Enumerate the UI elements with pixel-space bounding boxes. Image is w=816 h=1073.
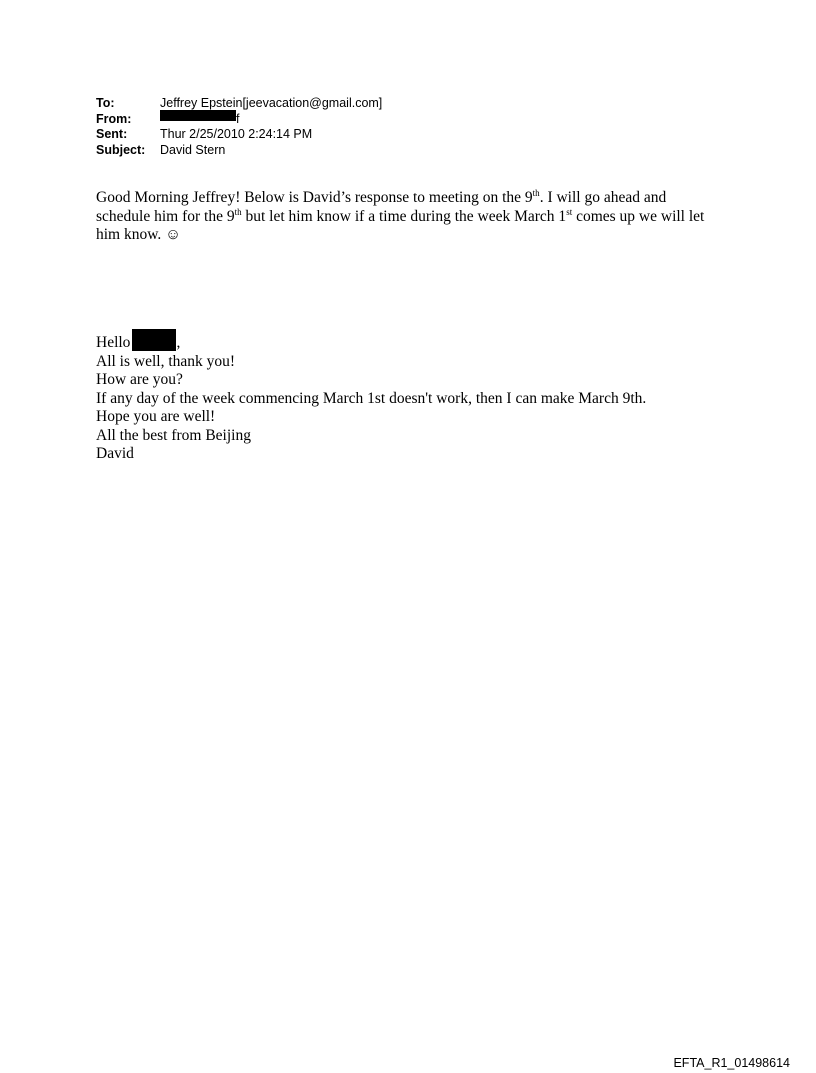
intro-line-1-b: . I will go ahead and bbox=[539, 189, 667, 206]
email-header bbox=[96, 96, 382, 158]
intro-line-2-c: comes up we will let bbox=[572, 207, 705, 225]
reply-line: How are you? bbox=[96, 371, 183, 388]
reply-hello-tail: , bbox=[176, 334, 181, 351]
from-redaction bbox=[160, 110, 236, 121]
intro-line-2-sup-2: st bbox=[566, 206, 573, 217]
to-value: Jeffrey Epstein[jeevacation@gmail.com] bbox=[160, 96, 383, 110]
greeting-redaction bbox=[132, 329, 176, 351]
reply-line: All the best from Beijing bbox=[96, 426, 251, 444]
intro-line-1 bbox=[96, 189, 704, 208]
intro-line-1-a: Good Morning Jeffrey! Below is David’s response to meeting on the 9 bbox=[96, 189, 533, 206]
reply-signature: David bbox=[96, 445, 134, 462]
document-id: EFTA_R1_01498614 bbox=[673, 1056, 790, 1070]
intro-line-2-a: schedule him for the 9 bbox=[96, 207, 235, 225]
quoted-reply bbox=[96, 329, 646, 464]
from-tail: f bbox=[236, 111, 240, 126]
subject-value: David Stern bbox=[160, 142, 226, 157]
intro-line-3: him know. ☺ bbox=[96, 226, 182, 243]
reply-line: If any day of the week commencing March 1st doesn't work, then I can make March 9th. bbox=[96, 389, 647, 407]
reply-greeting bbox=[96, 329, 646, 353]
intro-line-2 bbox=[96, 208, 704, 227]
reply-line: All is well, thank you! bbox=[96, 352, 236, 370]
reply-hello: Hello bbox=[96, 334, 131, 351]
subject-label: Subject: bbox=[96, 142, 146, 157]
intro-line-2-b: but let him know if a time during the week March 1 bbox=[241, 207, 567, 225]
subject-row bbox=[96, 143, 382, 159]
intro-message bbox=[96, 189, 704, 245]
to-label: To: bbox=[96, 96, 115, 110]
from-label: From: bbox=[96, 111, 132, 126]
to-row bbox=[96, 96, 382, 112]
sent-label: Sent: bbox=[96, 127, 128, 141]
reply-line: Hope you are well! bbox=[96, 408, 216, 425]
sent-value: Thur 2/25/2010 2:24:14 PM bbox=[160, 127, 313, 141]
intro-line-1-sup: th bbox=[532, 187, 540, 198]
intro-line-2-sup-1: th bbox=[234, 206, 242, 217]
sent-row bbox=[96, 127, 382, 143]
from-row bbox=[96, 112, 382, 128]
